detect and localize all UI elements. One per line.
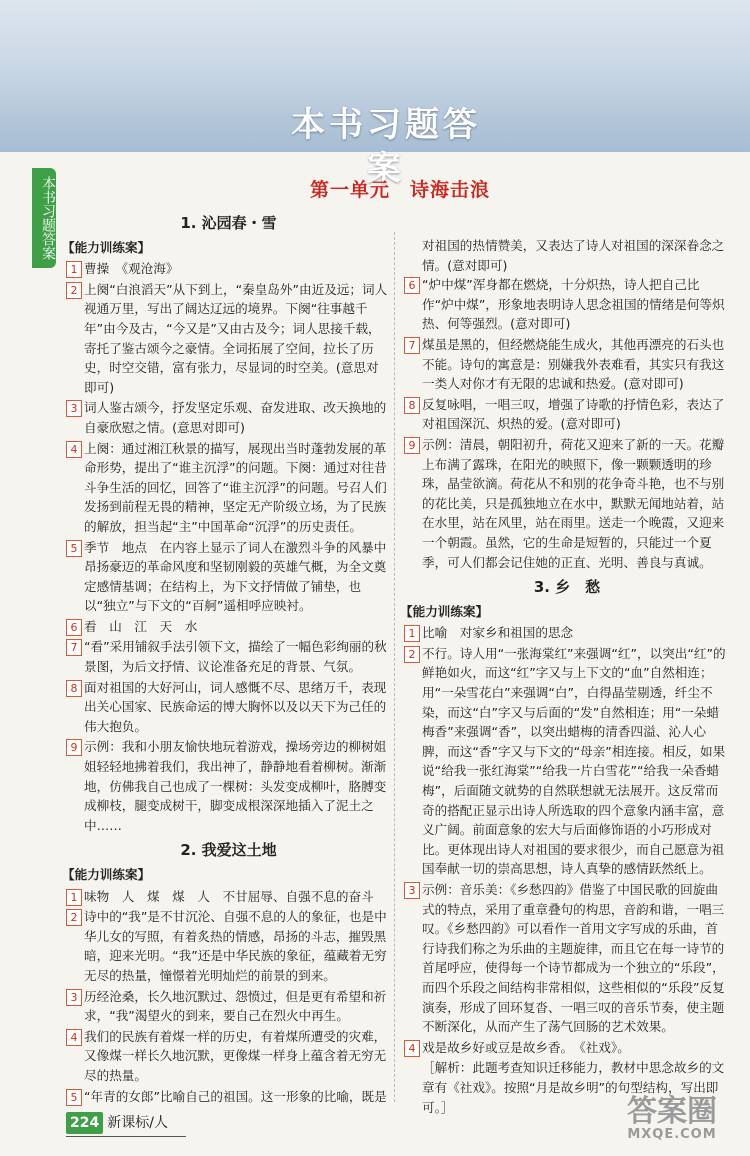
site-watermark: [602, 1096, 742, 1150]
answer-list-3: [404, 623, 730, 1057]
question-number: 3: [66, 400, 82, 417]
section-title-3: 3. 乡 愁: [533, 578, 601, 597]
training-label: 【能力训练案】: [400, 603, 489, 619]
answer-item: [404, 880, 730, 1037]
training-label: 【能力训练案】: [62, 867, 151, 882]
answer-text: 上阕：通过湘江秋景的描写，展现出当时蓬勃发展的革命形势，提出了“谁主沉浮”的问题。下阕：通过对往昔斗争生活的回忆，回答了“谁主沉浮”的问题。号召人们发扬到前程无畏的精神，坚定无产阶级立场，为了民族的解放，担当起“主”中国革命“沉浮”的历史责任。: [84, 440, 387, 534]
page-number: 224: [66, 1112, 103, 1134]
question-number: 5: [66, 1089, 82, 1106]
answer-list-2-cont: [404, 275, 730, 572]
answer-text: 示例：我和小朋友愉快地玩着游戏，操场旁边的柳树姐姐轻轻地拂着我们，我出神了，静静地看着柳树。渐渐地，仿佛我自己也成了一棵树：头发变成柳叶，胳膊变成柳枝，腿变成树干，脚变成根深深地插入了泥土之中……: [84, 739, 387, 833]
answer-text: “炉中煤”浑身都在燃烧，十分炽热，诗人把自己比作“炉中煤”，形象地表明诗人思念祖国的情绪是何等炽热、何等强烈。(意对即可): [422, 277, 725, 332]
question-number: 2: [66, 282, 82, 299]
answer-item: [66, 887, 391, 907]
training-label: 【能力训练案】: [62, 239, 151, 255]
edition-label: 新课标/人: [107, 1115, 168, 1131]
answer-text: 煤虽是黑的，但经燃烧能生成火，其他再漂亮的石头也不能。诗句的寓意是：别嫌我外表难看，其实只有我这一类人对你才有无限的忠诚和热爱。(意对即可): [422, 336, 725, 392]
answer-text: 上阕“白浪滔天”从下到上，“秦皇岛外”由近及远；词人视通万里，写出了阔达辽远的境界。下阕“往事越千年”由今及古，“今又是”又由古及今；词人思接千载，寄托了鉴古颂今之豪情。全词拓展了空间，拉长了历史，时空交错，富有张力，尽显词的时空美。(意思对即可): [84, 281, 388, 395]
answer-text: 味物 人 煤 煤 人 不甘屈辱、自强不息的奋斗: [84, 888, 374, 904]
question-number: 4: [404, 1040, 420, 1057]
answer-text: 示例：音乐美：《乡愁四韵》借鉴了中国民歌的回旋曲式的特点，采用了重章叠句的构思，音韵和谐，一唱三叹。《乡愁四韵》可以看作一首用文字写成的乐曲，首行诗我们称之为乐曲的主题旋律，而且它在每一诗节的首尾呼应，使得每一个诗节都成为一个独立的“乐段”，而四个乐段之间结构非常相似，这些相似的“乐段”反复演奏，形成了回环复沓、一唱三叹的音乐节奏，使主题不断深化，从而产生了荡气回肠的艺术效果。: [422, 882, 725, 1035]
section-title-2: 2. 我爱这土地: [180, 841, 277, 860]
section-title-1: 1. 沁园春・雪: [180, 214, 277, 232]
answer-text: “看”采用铺叙手法引领下文，描绘了一幅色彩绚丽的秋景图，为后文抒情、议论准备充足的背景、气氛。: [84, 639, 387, 675]
answer-text: 面对祖国的大好河山，词人感慨不尽、思绪万千，表现出关心国家、民族命运的博大胸怀以及以天下为己任的伟大抱负。: [84, 679, 387, 734]
question-number: 3: [404, 882, 420, 899]
question-number: 8: [404, 397, 420, 414]
watermark-logo: 答案圈: [627, 1094, 717, 1129]
answer-text: 戏是故乡好或豆是故乡香。 《社戏》。: [422, 1039, 630, 1055]
answer-text: 我们的民族有着煤一样的历史，有着煤所遭受的灾难，又像煤一样长久地沉默，更像煤一样身上蕴含着无穷无尽的热量。: [84, 1028, 387, 1083]
answer-item: [66, 678, 391, 737]
answer-list-1: [66, 259, 391, 835]
question-number: 4: [66, 441, 82, 458]
column-divider: [394, 232, 395, 1102]
question-number: 7: [66, 639, 82, 656]
question-number: 7: [404, 337, 420, 354]
answer-item: [404, 275, 730, 334]
question-number: 9: [404, 437, 420, 454]
answer-item: [66, 737, 391, 835]
answer-item: [66, 259, 391, 279]
answer-item: [66, 617, 391, 637]
answer-text: 不行。诗人用“一张海棠红”来强调“红”，以突出“红”的鲜艳如火，而这“红”字又与上下文的“血”自然相连；用“一朵雪花白”来强调“白”，白得晶莹剔透，纤尘不染，而这“白”字又与后面的“发”自然相连；用“一朵蜡梅香”来强调“香”，以突出蜡梅的清香四溢、沁人心脾，而这“香”字又与下文的“母亲”相连接。相反，如果说“给我一张红海棠”“给我一片白雪花”“给我一朵香蜡梅”，后面随文就势的自然联想就无法展开。这反常而奇的搭配正显示出诗人所选取的四个意象内涵丰富，意义广阔。前面意象的宏大与后面修饰语的小巧形成对比。更体现出诗人对祖国的要求很少，而自己愿意为祖国奉献一切的崇高思想，诗人真挚的感情跃然纸上。: [422, 645, 726, 877]
analysis-note: ［解析：此题考查知识迁移能力，教材中思念故乡的文章有《社戏》。按照“月是故乡明”的句型结构，写出即可。］: [422, 1060, 725, 1115]
answer-item: [66, 1087, 391, 1107]
answer-item: [66, 637, 391, 676]
footer-rule: [66, 1136, 186, 1137]
header-banner: [0, 0, 750, 189]
left-column: [62, 210, 391, 1107]
question-number: 3: [66, 989, 82, 1006]
question-number: 9: [66, 739, 82, 756]
answer-text: 示例：清晨，朝阳初升，荷花又迎来了新的一天。花瓣上布满了露珠，在阳光的映照下，像一颗颗透明的珍珠，晶莹欲滴。荷花从不和别的花争奇斗艳，也不与别的花比美，只是孤独地立在水中，默默无闻地站着，站在水里，站在风里，站在雨里。送走一个晚霞，又迎来一个朝霞。虽然，它的生命是短暂的，只能过一个夏季，可人们都会记住她的正直、光明、善良与真诚。: [422, 436, 725, 570]
question-number: 2: [404, 646, 420, 663]
answer-text: 曹操 《观沧海》: [84, 261, 179, 277]
answer-item: [66, 439, 391, 537]
answer-text: 比喻 对家乡和祖国的思念: [422, 625, 574, 641]
question-number: 2: [66, 909, 82, 926]
unit-title: 第一单元 诗海击浪: [309, 179, 490, 201]
answer-item: [66, 987, 391, 1026]
question-number: 1: [66, 889, 82, 906]
answer-text: 词人鉴古颂今，抒发坚定乐观、奋发进取、改天换地的自豪欣慰之情。(意思对即可): [84, 400, 387, 435]
continued-answer: 对祖国的热情赞美，又表达了诗人对祖国的深深眷念之情。(意对即可): [422, 238, 725, 273]
answer-item: [404, 435, 730, 572]
answer-text: 季节 地点 在内容上显示了词人在激烈斗争的风暴中昂扬豪迈的革命风度和坚韧刚毅的英雄气概，为全文奠定感情基调；在结构上，为下文抒情做了铺垫，也以“独立”与下文的“百舸”遥相呼应映衬。: [84, 539, 387, 614]
answer-item: [404, 1038, 730, 1058]
question-number: 8: [66, 680, 82, 697]
question-number: 1: [404, 625, 420, 642]
answer-text: 历经沧桑，长久地沉默过、怨愤过，但是更有希望和祈求，“我”渴望火的到来，要自己在烈火中再生。: [84, 988, 387, 1024]
answer-item: [66, 538, 391, 616]
answer-item: [404, 623, 730, 643]
answer-text: “年青的女郎”比喻自己的祖国。这一形象的比喻，既是: [84, 1088, 387, 1104]
question-number: 1: [66, 261, 82, 278]
question-number: 6: [404, 277, 420, 294]
answer-list-2: [66, 887, 391, 1107]
answer-item: [404, 395, 730, 434]
answer-item: [404, 335, 730, 394]
answer-text: 反复咏唱，一唱三叹，增强了诗歌的抒情色彩，表达了对祖国深沉、炽热的爱。(意对即可): [422, 396, 725, 432]
page-footer: [66, 1112, 168, 1138]
question-number: 6: [66, 619, 82, 636]
answer-item: [66, 280, 391, 398]
right-column: [400, 236, 730, 1117]
answer-text: 看 山 江 天 水: [84, 618, 198, 634]
answer-text: 诗中的“我”是不甘沉沦、自强不息的人的象征，也是中华儿女的写照，有着炙热的情感，昂扬的斗志，摧毁黑暗，迎来光明。“我”还是中华民族的象征，蕴藏着无穷无尽的热量，憧憬着光明灿烂的前景的到来。: [84, 909, 387, 983]
answer-item: [66, 1027, 391, 1086]
answer-item: [404, 644, 730, 879]
watermark-url: MXQE.COM: [627, 1127, 717, 1142]
page-title: 本书习题答案: [291, 105, 481, 189]
answer-item: [66, 907, 391, 985]
question-number: 4: [66, 1029, 82, 1046]
question-number: 5: [66, 540, 82, 557]
side-tab: 本书习题答案: [32, 168, 56, 268]
answer-item: [66, 398, 391, 437]
